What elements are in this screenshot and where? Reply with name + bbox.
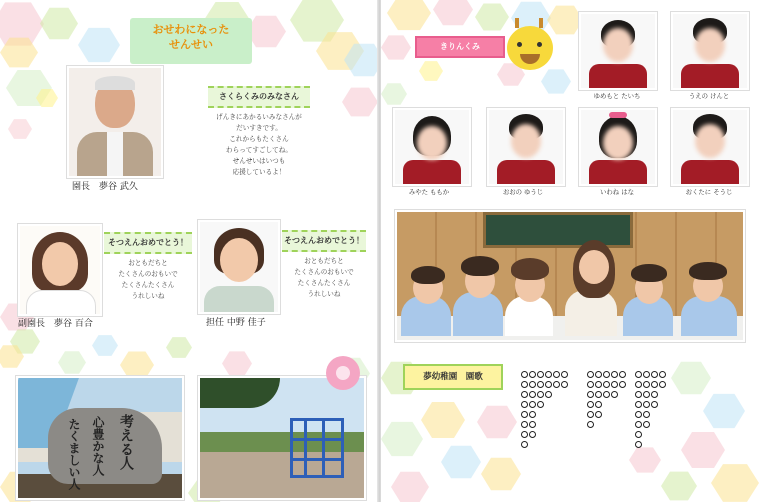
decor-hexagon (421, 400, 465, 440)
left-page (0, 0, 378, 502)
decor-hexagon (342, 86, 378, 118)
teacher-photo (198, 220, 280, 314)
page-title-line2: せんせい (169, 38, 213, 51)
decor-hexagon (58, 350, 86, 375)
decor-hexagon (166, 336, 192, 359)
student-photo (579, 12, 657, 90)
vice-director-photo (18, 224, 102, 316)
decor-hexagon (671, 360, 711, 396)
decor-hexagon (381, 420, 423, 458)
page-title-plate (130, 18, 252, 64)
decor-hexagon (475, 2, 509, 32)
monument-text-3: たくましい人 (67, 418, 81, 490)
student-name: ゆめもと たいち (593, 92, 641, 100)
student-photo (671, 108, 749, 186)
decor-hexagon (711, 462, 759, 502)
director-message: げんきにあかるいみなさんが だいすきです。 これからもたくさん わらってすごしてね。 せんせいはいつも 応援しているよ！ (216, 113, 302, 176)
class-group-photo (395, 210, 745, 342)
student-name: おくたに そうじ (685, 188, 733, 196)
vice-director-message: おともだちと たくさんのおもいで たくさんたくさん うれしいね (118, 259, 178, 300)
decor-hexagon (381, 34, 411, 61)
director-greeting-title: さくらくみのみなさん (208, 86, 310, 108)
decor-hexagon (246, 14, 286, 49)
student-photo (671, 12, 749, 90)
teacher-caption: 担任 中野 佳子 (206, 318, 266, 328)
decor-hexagon (703, 392, 745, 430)
decor-hexagon (387, 0, 431, 32)
decor-hexagon (629, 446, 661, 474)
monument-text-1: 考える人 (118, 414, 134, 470)
decor-hexagon (477, 404, 517, 440)
director-photo (67, 66, 163, 178)
teacher-message: おともだちと たくさんのおもいで たくさんたくさん うれしいね (294, 257, 354, 298)
playground-photo (198, 376, 366, 500)
decor-hexagon (381, 82, 407, 106)
decor-hexagon (8, 118, 32, 140)
student-name: みやた ももか (408, 188, 450, 196)
decor-hexagon (419, 60, 443, 82)
monument-photo (16, 376, 184, 500)
decor-hexagon (541, 68, 571, 95)
decor-hexagon (222, 350, 252, 377)
song-title: 夢幼稚園 園歌 (403, 364, 503, 390)
decor-hexagon (433, 0, 473, 27)
decor-hexagon (481, 456, 521, 492)
student-name: いわね はな (600, 188, 634, 196)
decor-hexagon (40, 6, 78, 41)
giraffe-icon (507, 26, 553, 70)
decor-hexagon (661, 470, 697, 502)
student-photo (579, 108, 657, 186)
vice-director-greeting-title: そつえんおめでとう！ (104, 232, 192, 254)
decor-hexagon (681, 430, 725, 470)
decor-hexagon (391, 470, 429, 502)
director-caption: 園長 夢谷 武久 (72, 182, 138, 192)
teacher-greeting-title: そつえんおめでとう！ (282, 230, 366, 252)
monument-text-2: 心豊かな人 (91, 416, 105, 476)
decor-hexagon (78, 26, 120, 64)
class-title: きりんくみ (415, 36, 505, 58)
student-photo (393, 108, 471, 186)
student-photo (487, 108, 565, 186)
page-title-line1: おせわになった (152, 23, 230, 36)
right-page (381, 0, 759, 502)
student-name: おおの ゆうじ (502, 188, 544, 196)
decor-hexagon (547, 4, 583, 36)
decor-hexagon (92, 334, 118, 357)
student-name: うえの けんと (688, 92, 730, 100)
decor-hexagon (441, 444, 481, 480)
vice-director-caption: 副園長 夢谷 百合 (18, 319, 93, 329)
